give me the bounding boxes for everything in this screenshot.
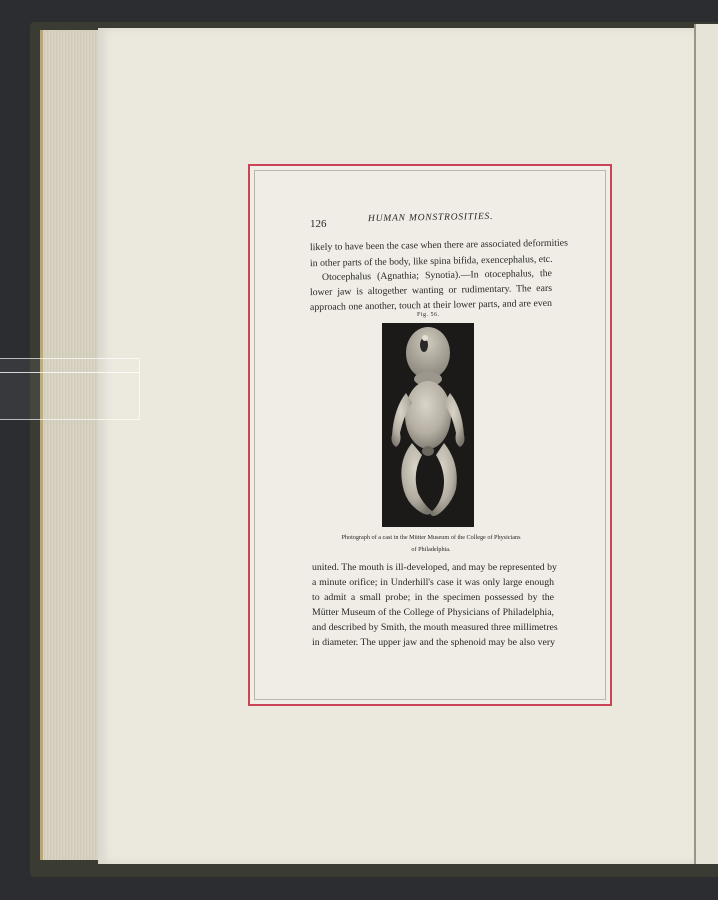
body-line: and described by Smith, the mouth measured three millimetres <box>312 622 558 633</box>
figure-caption <box>320 532 542 556</box>
running-title: HUMAN MONSTROSITIES. <box>367 211 494 225</box>
page-holder-strip <box>0 358 140 420</box>
figure-label: Fig. 56. <box>417 312 440 318</box>
body-line: approach one another, touch at their lower parts, and are even <box>309 297 553 314</box>
infant-cast-illustration <box>382 323 474 527</box>
body-line: Mütter Museum of the College of Physicians of Philadelphia, <box>312 607 554 618</box>
figure-photograph <box>382 323 474 527</box>
page-holder-thread <box>0 372 140 373</box>
body-line: in diameter. The upper jaw and the sphenoid may be also very <box>312 637 556 648</box>
body-line: united. The mouth is ill-developed, and may be represented by <box>312 562 557 573</box>
facing-page-edge <box>694 24 718 864</box>
body-line: in other parts of the body, like spina bifida, exencephalus, etc. <box>309 253 553 270</box>
body-line: lower jaw is altogether wanting or rudimentary. The ears <box>309 282 553 299</box>
caption-line: of Philadelphia. <box>411 546 451 553</box>
body-line: to admit a small probe; in the specimen possessed by the <box>312 592 554 603</box>
body-line: likely to have been the case when there are associated deformities <box>309 237 568 254</box>
page-number: 126 <box>310 218 327 230</box>
caption-line: Photograph of a cast in the Mütter Museum of the College of Physicians <box>341 534 521 541</box>
body-line: Otocephalus (Agnathia; Synotia).—In otocephalus, the <box>321 267 553 284</box>
page-edges <box>40 30 102 860</box>
body-line: a minute orifice; in Underhill's case it was only large enough <box>312 577 554 588</box>
